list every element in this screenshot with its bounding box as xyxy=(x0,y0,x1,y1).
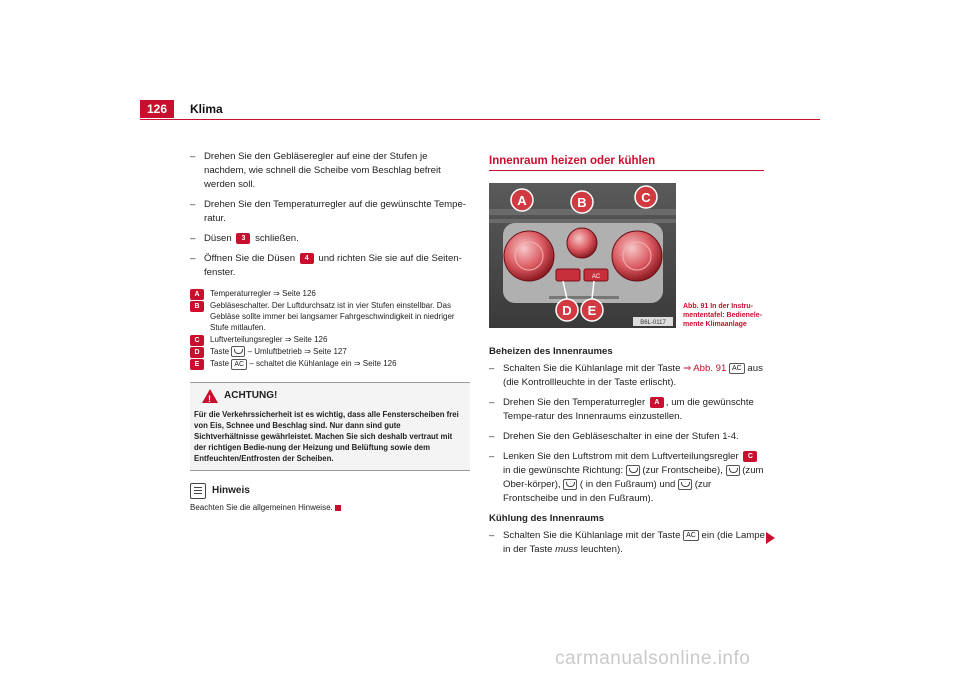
step-text: in die gewünschte Richtung: xyxy=(503,465,623,476)
step-text: schließen. xyxy=(255,233,299,244)
callout-badge: 3 xyxy=(236,233,250,244)
step-text: Schalten Sie die Kühlanlage mit der Taste xyxy=(503,363,681,374)
svg-text:B: B xyxy=(577,195,587,210)
step-item: – Drehen Sie den Temperaturregler auf die gewünschte Tempe-ratur. xyxy=(190,199,467,224)
legend-text: Taste xyxy=(210,359,230,369)
ac-key: AC xyxy=(231,359,247,370)
svg-text:A: A xyxy=(517,193,527,208)
warning-header xyxy=(202,389,466,403)
step-text: Drehen Sie den Temperaturregler xyxy=(503,397,646,408)
recirculation-key-icon xyxy=(231,346,245,357)
upper-body-mode-icon xyxy=(726,465,740,476)
legend-item xyxy=(190,358,470,369)
step-text: Drehen Sie den Temperaturregler auf die gewünschte Tempe-ratur. xyxy=(204,199,467,224)
legend-badge: C xyxy=(190,335,204,346)
figure-link[interactable]: ⇒ Abb. 91 xyxy=(683,363,727,374)
callout-c xyxy=(635,186,657,208)
temperature-knob xyxy=(504,231,554,281)
step-text: , um die gewünschte Tempe-ratur des Innenraums einzustellen. xyxy=(503,397,754,422)
climate-control-figure xyxy=(489,183,676,328)
recirculation-button xyxy=(556,269,580,281)
warning-icon: ! xyxy=(202,389,218,403)
step-text: aus (die Kontrollleuchte in der Taste erlischt). xyxy=(503,363,763,388)
hint-title: Hinweis xyxy=(212,484,250,496)
left-column xyxy=(190,150,470,515)
step-text: Öffnen Sie die Düsen xyxy=(204,253,296,264)
caption-line: Abb. 91 In der Instru- xyxy=(683,303,754,310)
legend-text: – Umluftbetrieb ⇒ Seite 127 xyxy=(247,347,347,356)
callout-badge: 4 xyxy=(300,253,314,264)
figure-legend xyxy=(190,288,470,370)
ac-key: AC xyxy=(729,363,745,374)
distribution-knob xyxy=(612,231,662,281)
callout-badge: C xyxy=(743,451,757,462)
warning-box xyxy=(190,382,470,471)
step-text: Schalten Sie die Kühlanlage mit der Taste xyxy=(503,530,681,541)
legend-item xyxy=(190,346,470,357)
hint-header xyxy=(190,483,470,499)
section-rule xyxy=(489,170,764,171)
step-text: ( in den Fußraum) und xyxy=(579,479,676,490)
end-mark-icon xyxy=(335,505,341,511)
step-text: (zur Frontscheibe und in den Fußraum). xyxy=(503,479,712,504)
step-item: – Drehen Sie den Temperaturregler A , um die gewünschte Tempe-ratur des Innenraums einzustellen. xyxy=(489,397,754,422)
step-item: – Lenken Sie den Luftstrom mit dem Luftverteilungsregler C in die gewünschte Richtung: (zur Frontscheibe), (zum Ober-körper), ( in den Fußraum) und (zur Frontscheibe und in den Fußraum). xyxy=(489,451,764,504)
right-column xyxy=(489,345,769,563)
ac-key: AC xyxy=(683,530,699,541)
step-text: Düsen xyxy=(204,233,232,244)
footwell-mode-icon xyxy=(563,479,577,490)
fan-knob xyxy=(567,228,597,258)
legend-item xyxy=(190,300,470,333)
caption-line: mententafel: Bedienele- xyxy=(683,312,762,319)
windscreen-footwell-mode-icon xyxy=(678,479,692,490)
legend-text: Temperaturregler ⇒ Seite 126 xyxy=(210,289,316,298)
note-icon xyxy=(190,483,206,499)
callout-badge: A xyxy=(650,397,664,408)
step-item: – Schalten Sie die Kühlanlage mit der Taste ⇒ Abb. 91 AC aus (die Kontrollleuchte in der Taste erlischt). xyxy=(489,363,763,388)
step-text: (zur Frontscheibe), xyxy=(642,465,723,476)
emphasis-text: muss xyxy=(555,544,579,555)
legend-badge: D xyxy=(190,347,204,358)
header-rule xyxy=(140,119,820,120)
step-text: Drehen Sie den Gebläseregler auf eine der Stufen je nachdem, wie schnell die Scheibe vom Beschlag befreit werden soll. xyxy=(204,151,441,190)
panel-slat xyxy=(489,219,676,223)
section-title: Innenraum heizen oder kühlen xyxy=(489,155,656,167)
legend-item xyxy=(190,334,470,345)
panel-slat xyxy=(549,296,619,299)
step-text: und richten Sie sie auf die Seiten-fenster. xyxy=(204,253,462,278)
legend-badge: A xyxy=(190,289,204,300)
hint-text xyxy=(190,501,470,515)
hint-text-content: Beachten Sie die allgemeinen Hinweise. xyxy=(190,502,333,512)
callout-b xyxy=(571,191,593,213)
step-text: leuchten). xyxy=(580,544,623,555)
subheading: Beheizen des Innenraumes xyxy=(489,346,613,357)
step-item: – Drehen Sie den Gebläseschalter in eine der Stufen 1-4. xyxy=(489,431,739,442)
windscreen-mode-icon xyxy=(626,465,640,476)
legend-badge: E xyxy=(190,359,204,370)
callout-e xyxy=(581,299,603,321)
legend-text: – schaltet die Kühlanlage ein ⇒ Seite 126 xyxy=(249,359,397,369)
step-text: ein (die Lampe in der Taste xyxy=(503,530,765,555)
svg-text:C: C xyxy=(641,190,651,205)
page-title: Klima xyxy=(190,102,223,116)
step-text: (zum Ober-körper), xyxy=(503,465,764,490)
step-text: Lenken Sie den Luftstrom mit dem Luftverteilungsregler xyxy=(503,451,739,462)
step-item: – Öffnen Sie die Düsen 4 und richten Sie sie auf die Seiten-fenster. xyxy=(190,253,462,278)
svg-text:D: D xyxy=(562,303,572,318)
svg-text:E: E xyxy=(587,303,597,318)
callout-a xyxy=(511,189,533,211)
legend-text: Luftverteilungsregler ⇒ Seite 126 xyxy=(210,335,328,344)
step-text: Drehen Sie den Gebläseschalter in eine der Stufen 1-4. xyxy=(503,431,739,442)
step-item: – Düsen 3 schließen. xyxy=(190,233,299,244)
callout-d xyxy=(556,299,578,321)
legend-text: Taste xyxy=(210,347,230,356)
warning-text: Für die Verkehrssicherheit ist es wichtig, dass alle Fensterscheiben frei von Eis, Schnee und Beschlag sind. Nur dann sind gute Sichtverhältnisse gewährleistet. Machen Sie sich deshalb vertraut mit der richtigen Bedie-nung der Heizung und Belüftung sowie dem Entfeuchten/Entfrosten der Scheiben. xyxy=(194,409,459,463)
legend-item xyxy=(190,288,470,299)
figure-code: B6L-0117 xyxy=(640,320,666,326)
warning-title: ACHTUNG! xyxy=(224,389,278,401)
legend-badge: B xyxy=(190,301,204,312)
svg-text:AC: AC xyxy=(591,274,601,280)
figure-caption xyxy=(683,302,762,329)
legend-text: Gebläseschalter. Der Luftdurchsatz ist in vier Stufen einstellbar. Das Gebläse sollte immer bei langsamer Fahrgeschwindigkeit in niedriger Stufe mitlaufen. xyxy=(210,301,455,332)
caption-line: mente Klimaanlage xyxy=(683,321,747,328)
subheading: Kühlung des Innenraums xyxy=(489,513,605,524)
continue-arrow-icon xyxy=(766,532,775,544)
watermark: carmanualsonline.info xyxy=(555,648,751,669)
step-item: – Drehen Sie den Gebläseregler auf eine der Stufen je nachdem, wie schnell die Scheibe vom Beschlag befreit werden soll. xyxy=(190,151,441,190)
page-number: 126 xyxy=(140,100,174,118)
step-item: – Schalten Sie die Kühlanlage mit der Taste AC ein (die Lampe in der Taste muss leuchten). xyxy=(489,530,765,555)
climate-panel-illustration xyxy=(489,183,676,328)
